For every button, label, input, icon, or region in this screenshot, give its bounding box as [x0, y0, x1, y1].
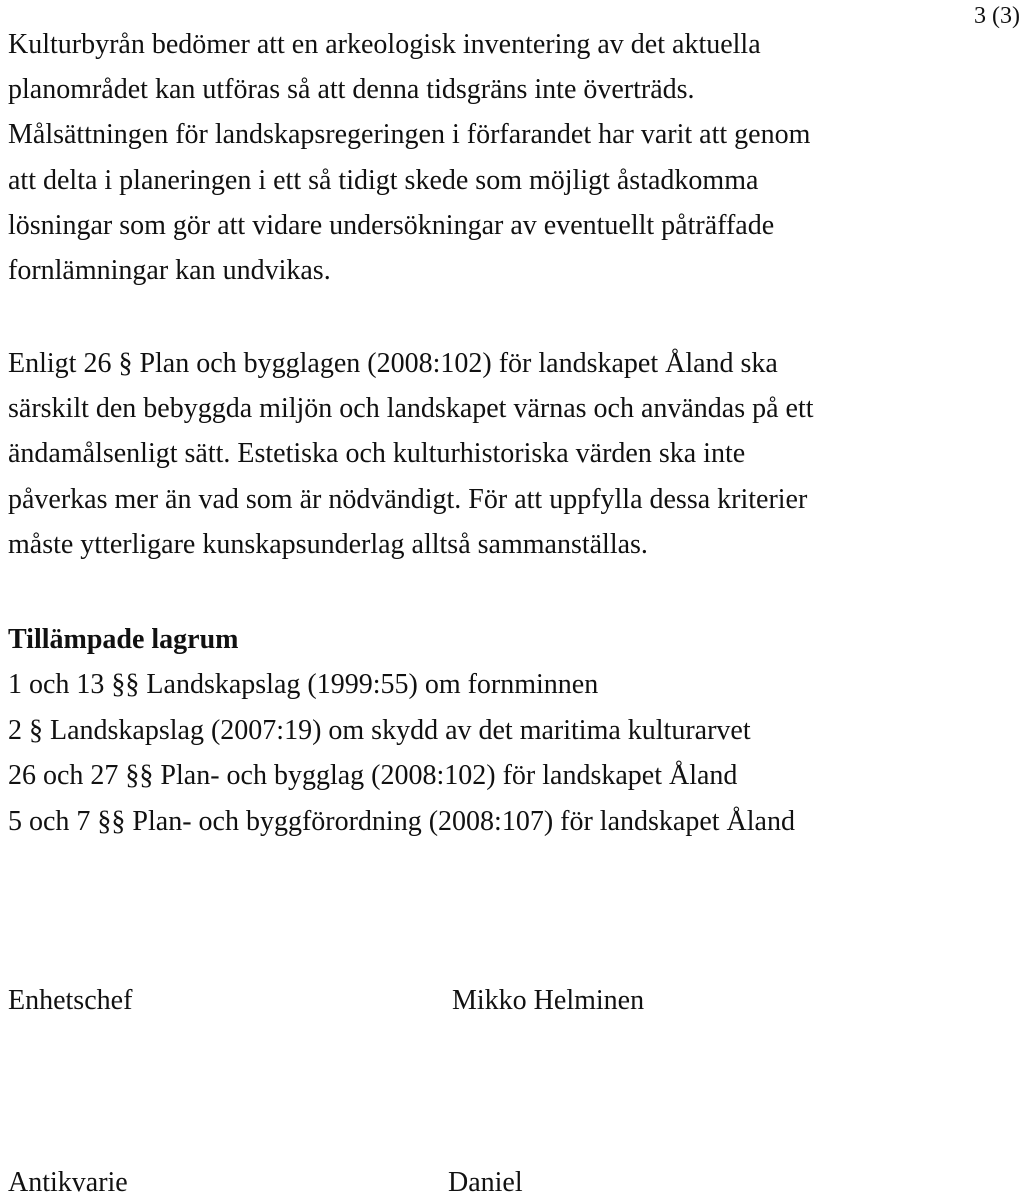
law-item: 2 § Landskapslag (2007:19) om skydd av det maritima kulturarvet [8, 714, 751, 746]
text-line: Enligt 26 § Plan och bygglagen (2008:102) för landskapet Åland ska [8, 348, 778, 379]
text-line: att delta i planeringen i ett så tidigt skede som möjligt åstadkomma [8, 164, 759, 196]
signatory-name: Daniel [448, 1167, 523, 1198]
law-item: 5 och 7 §§ Plan- och byggförordning (2008:107) för landskapet Åland [8, 805, 795, 837]
paragraph-assessment [8, 22, 1018, 293]
page-number: 3 (3) [974, 3, 1020, 29]
text-line: ändamålsenligt sätt. Estetiska och kulturhistoriska värden ska inte [8, 438, 746, 470]
text-line: särskilt den bebyggda miljön och landskapet värnas och användas på ett [8, 393, 814, 425]
signatory-title: Antikvarie [8, 1167, 128, 1198]
paragraph-legal-basis [8, 341, 1018, 567]
applied-laws-list [8, 662, 795, 844]
law-item: 1 och 13 §§ Landskapslag (1999:55) om fornminnen [8, 669, 599, 700]
text-line: Kulturbyrån bedömer att en arkeologisk inventering av det aktuella [8, 29, 761, 60]
applied-laws-heading: Tillämpade lagrum [8, 624, 239, 655]
signatory-title: Enhetschef [8, 985, 133, 1016]
text-line: fornlämningar kan undvikas. [8, 255, 331, 287]
text-line: lösningar som gör att vidare undersökningar av eventuellt påträffade [8, 209, 775, 241]
text-line: planområdet kan utföras så att denna tidsgräns inte överträds. [8, 74, 695, 106]
signatory-name: Mikko Helminen [452, 985, 645, 1016]
text-line: måste ytterligare kunskapsunderlag alltså sammanställas. [8, 528, 648, 560]
law-item: 26 och 27 §§ Plan- och bygglag (2008:102) för landskapet Åland [8, 760, 738, 791]
text-line: Målsättningen för landskapsregeringen i förfarandet har varit att genom [8, 119, 811, 151]
text-line: påverkas mer än vad som är nödvändigt. För att uppfylla dessa kriterier [8, 483, 808, 515]
